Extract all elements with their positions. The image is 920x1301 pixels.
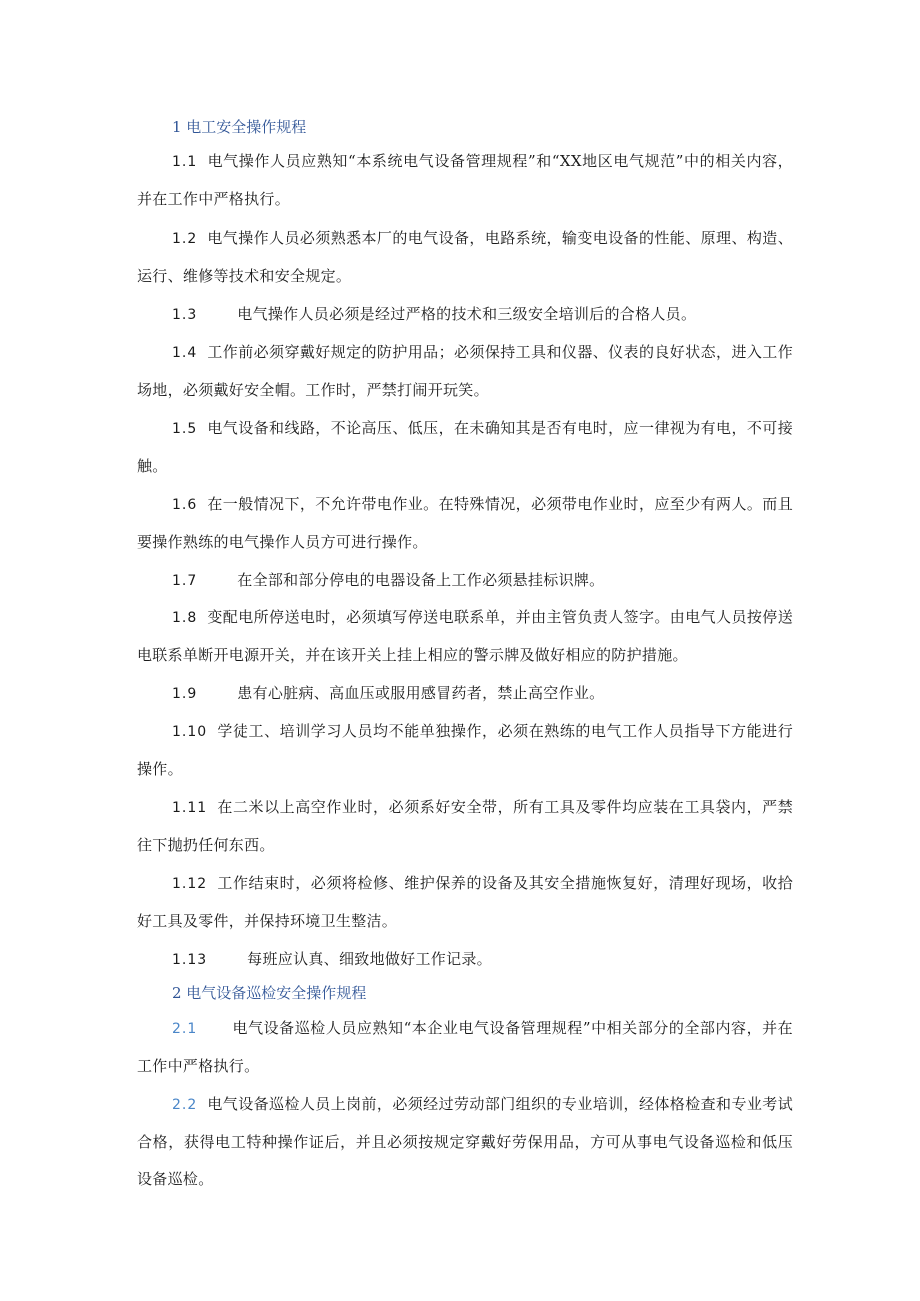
- item-text: 电气设备巡检人员上岗前，必须经过劳动部门组织的专业培训，经体格检查和专业考试合格，获得电工特种操作证后，并且必须按规定穿戴好劳保用品，方可从事电气设备巡检和低压设备巡检。: [137, 1095, 793, 1188]
- item-number: 1.9: [172, 686, 198, 702]
- item-number: 1.13: [172, 952, 208, 968]
- item-text: 变配电所停送电时，必须填写停送电联系单，并由主管负责人签字。由电气人员按停送电联系单断开电源开关，并在该开关上挂上相应的警示牌及做好相应的防护措施。: [137, 608, 793, 664]
- item-text: 患有心脏病、高血压或服用感冒药者，禁止高空作业。: [237, 684, 605, 702]
- paragraph-1-5: [137, 410, 793, 485]
- item-number: 1.2: [172, 231, 198, 247]
- item-number: 2.2: [172, 1097, 198, 1113]
- item-text: 电气设备和线路，不论高压、低压，在未确知其是否有电时，应一律视为有电，不可接触。: [137, 419, 793, 475]
- item-number: 1.7: [172, 573, 198, 589]
- item-number: 1.12: [172, 876, 208, 892]
- item-number: 1.3: [172, 307, 198, 323]
- paragraph-1-2: [137, 220, 793, 295]
- paragraph-1-4: [137, 334, 793, 409]
- item-number: 1.8: [172, 610, 198, 626]
- item-text: 每班应认真、细致地做好工作记录。: [247, 950, 492, 968]
- paragraph-1-9: [137, 675, 793, 713]
- item-text: 工作前必须穿戴好规定的防护用品；必须保持工具和仪器、仪表的良好状态，进入工作场地，必须戴好安全帽。工作时，严禁打闹开玩笑。: [137, 343, 793, 399]
- section-2-heading: 2 电气设备巡检安全操作规程: [172, 984, 367, 1002]
- item-text: 电气操作人员必须是经过严格的技术和三级安全培训后的合格人员。: [237, 305, 697, 323]
- paragraph-1-10: [137, 713, 793, 788]
- paragraph-2-2: [137, 1086, 793, 1198]
- item-number: 1.5: [172, 421, 198, 437]
- item-text: 电气设备巡检人员应熟知“本企业电气设备管理规程”中相关部分的全部内容，并在工作中严格执行。: [137, 1019, 793, 1075]
- item-number: 1.10: [172, 724, 208, 740]
- item-number: 1.11: [172, 800, 208, 816]
- item-number: 1.6: [172, 497, 198, 513]
- item-text: 工作结束时，必须将检修、维护保养的设备及其安全措施恢复好，清理好现场，收拾好工具及零件，并保持环境卫生整洁。: [137, 874, 793, 930]
- item-text: 电气操作人员应熟知“本系统电气设备管理规程”和“XX地区电气规范”中的相关内容，并在工作中严格执行。: [137, 152, 793, 208]
- section-1-heading: 1 电工安全操作规程: [172, 118, 307, 136]
- paragraph-1-11: [137, 789, 793, 864]
- item-text: 在一般情况下，不允许带电作业。在特殊情况，必须带电作业时，应至少有两人。而且要操作熟练的电气操作人员方可进行操作。: [137, 495, 793, 551]
- paragraph-1-8: [137, 599, 793, 674]
- item-text: 在二米以上高空作业时，必须系好安全带，所有工具及零件均应装在工具袋内，严禁往下抛扔任何东西。: [137, 798, 793, 854]
- item-text: 在全部和部分停电的电器设备上工作必须悬挂标识牌。: [237, 571, 605, 589]
- paragraph-1-13: [137, 941, 793, 979]
- paragraph-1-7: [137, 562, 793, 600]
- paragraph-1-6: [137, 486, 793, 561]
- paragraph-1-12: [137, 865, 793, 940]
- item-number: 1.1: [172, 154, 198, 170]
- item-number: 1.4: [172, 345, 198, 361]
- item-text: 电气操作人员必须熟悉本厂的电气设备，电路系统，输变电设备的性能、原理、构造、运行、维修等技术和安全规定。: [137, 229, 793, 285]
- paragraph-2-1: [137, 1010, 793, 1085]
- paragraph-1-3: [137, 296, 793, 334]
- item-text: 学徒工、培训学习人员均不能单独操作，必须在熟练的电气工作人员指导下方能进行操作。: [137, 722, 793, 778]
- item-number: 2.1: [172, 1021, 198, 1037]
- paragraph-1-1: [137, 143, 793, 218]
